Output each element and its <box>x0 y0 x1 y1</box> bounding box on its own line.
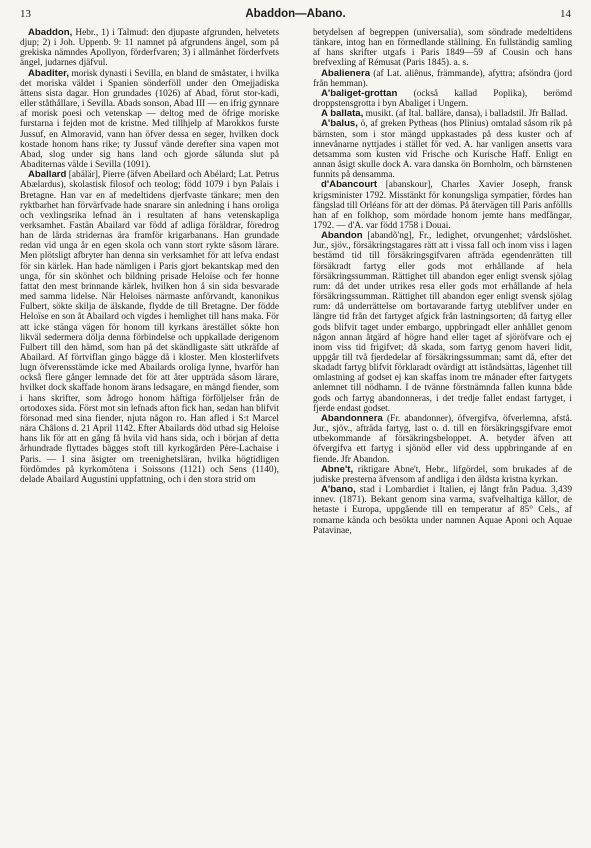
page-number-right: 14 <box>560 8 571 20</box>
entry-text: (af Lat. aliênus, främmande), afyttra; afsöndra (jord från hemman). <box>313 68 572 89</box>
entry-headword: Abaditer, <box>28 67 70 79</box>
page-number-left: 13 <box>20 8 31 20</box>
right-column <box>313 28 572 840</box>
entry-text: riktigare Abne't, Hebr., lifgördel, som brukades af de judiske presterna äfvensom af andliga i den äldsta kristna kyrkan. <box>313 464 572 485</box>
entry-text: [abanskour], Charles Xavier Joseph, fransk krigsminister 1792. Misstänkt för konungsliga sympatier, fördes han fängslad till Orléans för att der dömas. På återvägen till Paris anföllls han af en folkhop, som mördade honom jemte hans medfångar, 1792. — d'A. var född 1758 i Douai. <box>313 180 572 231</box>
entry-headword: Abalienera <box>321 67 371 79</box>
entry-text: [abälär], Pierre (äfven Abeilard och Abélard; Lat. Petrus Abælardus), skolastisk filosof och teolog; född 1079 i byn Palais i Bretagne. Han var en af medeltidens djerfvaste tänkare; men den ryktbarhet han förvärfvade hade snarare sin anledning i hans oroliga och vexlingsrika lefnad än i resultaten af hans vetenskapliga verksamhet. Fastän Abailard var född af adliga föräldrar, föredrog han de lärda stridernas ära framför krigarbanans. Han grundade redan vid unga år en egen skola och vann stort rykte såsom lärare. Men plötsligt afbryter han denna sin verksamhet för att lefva endast för sin kärlek. Han hade nämligen i Paris gjort bekantskap med den unga, för sin skönhet och bildning prisade Heloïse och fer honne fattat den mest brinnande kärlek, hvilken hon å sin sida besvarade med samma lidelse. När Heloïses närmaste anförvandt, kanonikus Fulbert, sökte skilja de älskande, flydde de till Bretagne. Der födde Heloïse en son åt Abailard och vigdes i hemlighet till hans maka. För att icke stänga vägen för honom till kyrkans ärestället sökte hon likväl sedermera dölja denna förbindelse och uppkallade derigenom Fulbert till den hämd, som han på det skändligaste sätt utkräfde af Abailard. Af förtviflan gingo bägge då i kloster. Men klosterlifvets lugn öfverensstämde icke med Abailards oroliga lynne, hvarför han också flere gånger lemnade det för att åter uppträda såsom lärare, hvilket dock skaffade honom ärans ledsagare, en mängd fiender, som i hans skrifter, som ådrogo honom häftiga förföljelser från de ortodoxes sida. Först mot sin lefnads afton fick han, sedan han blifvit försonad med sina fiender, njuta någon ro. Han afled i S:t Marcel nära Châlons d. 21 April 1142. Efter Abailards död utbad sig Heloïse hans lik för att en gång få hvila vid hans sida, och i början af detta århundrade flyttades bägges stoft till kyrkogården Père-Lachaise i Paris. — I sina åsigter om treenighetsläran, hvilka högtidligen fördömdes på kyrkomötena i Soissons (1121) och Sens (1140), delade Abailard Augustini uppfattning, och i den stora strid om <box>20 170 279 485</box>
entry-text: [abandõ'ng], Fr., ledighet, otvungenhet; vårdslöshet. Jur., sjöv., försäkringstagares rätt att i vissa fall och inom viss i lagen bestämd tid till försäkringsgifvaren afträda egendenrätten till försäkradt fartyg eller gods mot erhållande af hela försäkringssumman. Rättighet till abandon eger enligt svensk sjölag rum: då det under utrikes resa eller gods mot erhållande af hela försäkringssumman. Rättighet till abandon eger enligt svensk sjölag rum: då underrättelse om bortavarande fartyg uteblifver under en längre tid från det fartyget afgick från lastningsorten; då fartyg eller gods blifvit taget under embargo, uppbringadt eller anhållet genom någon annan åtgärd af högre hand eller taget af sjöröfvare och ej inom viss tid frigifvet; då skada, som fartyg genom haveri lidit, uppgår till två fjerdedelar af försäkringssumman; samt då, efter det skadadt fartyg blifvit förklaradt ovärdigt att iståndsättas, lägenhet till omlastning af godset ej kan skaffas inom tre månader efter fartygets anlemnet till nödhamn. I de tvänne förstnämnda fallen kunna både gods och fartyg abandonneras, i det tredje fallet endast fartyget, i fjerde endast godset. <box>313 231 572 414</box>
entry-text: (också kallad Poplika), berömd droppstensgrotta i byn Abaliget i Ungern. <box>313 88 572 110</box>
entry-text: (Fr. abandonner), öfvergifva, öfverlemna, afstå. Jur., sjöv., afträda fartyg, last o. d. till en försäkringsgifvare emot utbekommande af försäkringsbeloppet. A. betyder äfven att öfvergifva ett fartyg i sjönöd eller vid dess uppbringande af en fiende. Jfr Abandon. <box>313 413 572 465</box>
dictionary-entry <box>313 28 572 69</box>
entry-headword: A'baliget-grottan <box>321 87 398 99</box>
entry-headword: Abaddon, <box>28 28 73 38</box>
entry-headword: Abandonnera <box>321 412 383 424</box>
dictionary-entry <box>313 231 572 414</box>
dictionary-entry <box>313 180 572 231</box>
entry-headword: A'bano, <box>321 484 356 496</box>
entry-text: stad i Lombardiet i Italien, ej långt från Padua. 3,439 innev. (1871). Bekant genom sina varma, svafvelhaltiga källor, de hetaste i Europa, uppgående till en temperatur af 85° Cels., af romarne kända och besökta under namnen Aquae Aponi och Aquae Patavinae, <box>313 485 572 536</box>
dictionary-entry <box>20 69 279 171</box>
dictionary-entry <box>313 485 572 536</box>
dictionary-entry <box>313 69 572 89</box>
entry-text: ö, af greken Pytheas (hos Plinius) omtalad såsom rik på bärnsten, som i stor mängd uppkastades på dess kuster och af innevånarne nyttjades i stället för ved. A. har vanligen ansetts vara detsamma som kusten vid Frische och Kurische Haff. Enligt en annan åsigt skulle dock A. vara danska ön Bornholm, och bärnstenen funnits på densamma. <box>313 119 572 181</box>
entry-headword: Abandon <box>321 230 363 242</box>
entry-headword: A ballata, <box>321 108 364 120</box>
entry-text: betydelsen af begreppen (universalia), som söndrade medeltidens tänkare, intog han en förmedlande ställning. En fullständig samling af hans skrifter utgafs i Paris 1849—59 af Cousin och hans brefvexling af Rémusat (Paris 1845). a. s. <box>313 28 572 69</box>
entry-text: morisk dynasti i Sevilla, en bland de småstater, i hvilka det moriska väldet i Spanien sönderföll under den Omejjadiska ättens sista dagar. Hon grundades (1026) af Abad, förut stor-kadi, eller ståthållare, i Sevilla. Abads sonson, Abad III — en ifrig gynnare af morisk poesi och vetenskap — deltog med de öfrige moriske furstarna i fejden mot de kristne. Med tillhjelp af Marokkos furste Jussuf, en Almoravid, vann han öfver dessa en seger, hvilken dock kostade honom hans rike; ty Jussuf vände derefter sina vapen mot Abad, slog under sig hans land och gjorde sålunda slut på Abaditernas välde i Sevilla (1091). <box>20 68 279 171</box>
dictionary-entry <box>313 414 572 465</box>
page-header <box>20 8 571 24</box>
dictionary-entry <box>20 28 279 69</box>
entry-headword: A'balus, <box>321 118 358 130</box>
entry-headword: Abne't, <box>321 463 354 475</box>
entry-text: Hebr., 1) i Talmud: den djupaste afgrunden, helvetets djup; 2) i Joh. Uppenb. 9: 11 namnet på afgrundens ängel, som på grekiska nämndes Apollyon, förderfvaren; 3) i allmänhet förderfvets ängel, judarnes djäfvul. <box>20 28 279 69</box>
left-column <box>20 28 279 840</box>
dictionary-entry <box>313 89 572 109</box>
entry-text: musikt. (af Ital. balläre, dansa), i balladstil. Jfr Ballad. <box>363 109 568 120</box>
running-title: Abaddon—Abano. <box>245 8 346 20</box>
dictionary-entry <box>313 119 572 180</box>
entry-headword: Aballard <box>28 169 67 181</box>
dictionary-entry <box>20 170 279 485</box>
entry-headword: d'Abancourt <box>321 179 378 191</box>
dictionary-entry <box>313 465 572 485</box>
